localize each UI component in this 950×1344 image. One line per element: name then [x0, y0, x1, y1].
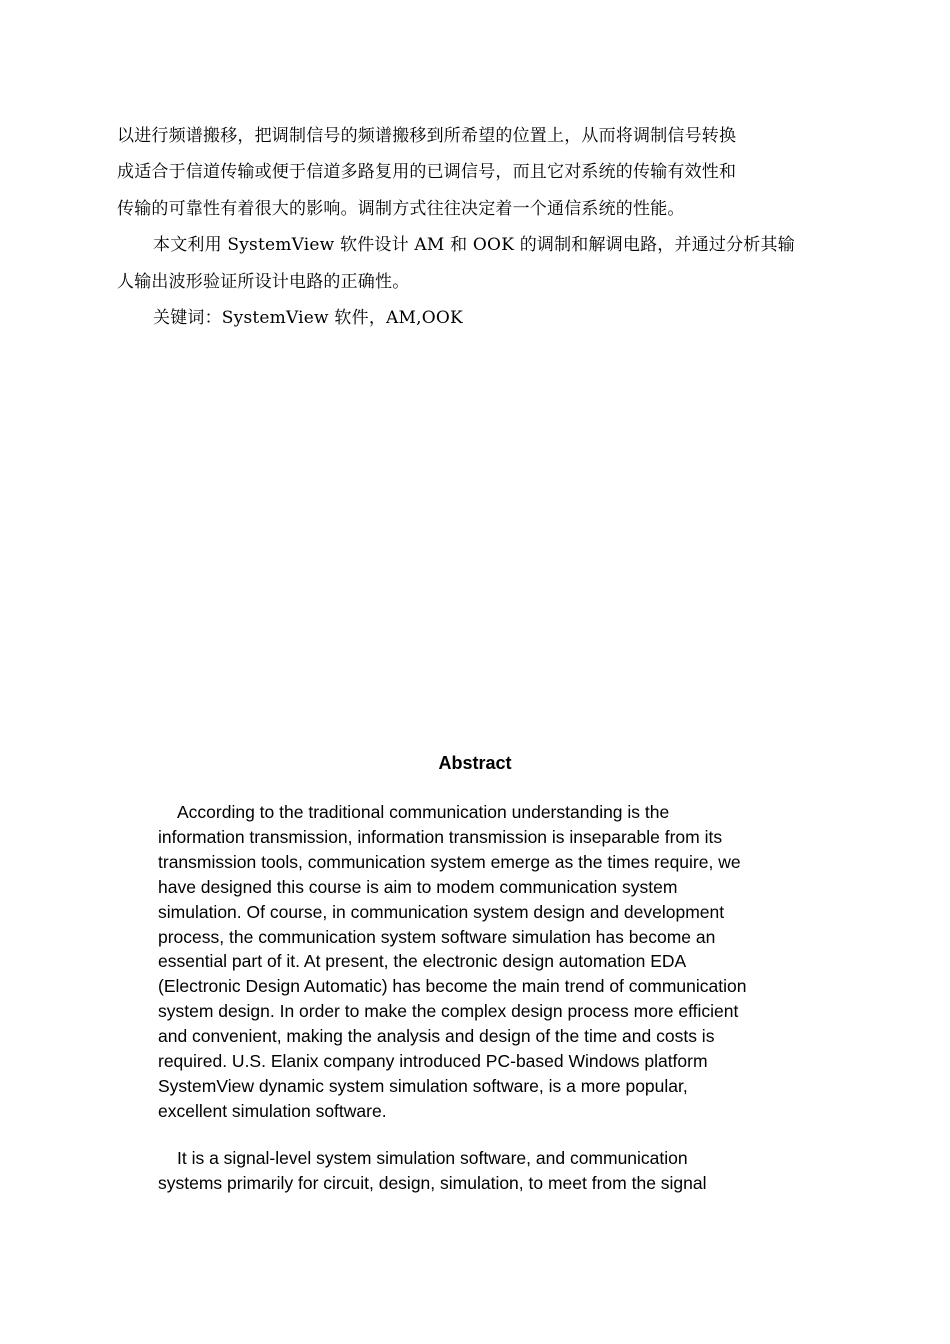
- abstract-paragraph-2: [158, 1146, 818, 1196]
- cn-p1-line-3: 传输的可靠性有着很大的影响。调制方式往往决定着一个通信系统的性能。: [117, 198, 685, 219]
- abstract-paragraph-1: [158, 800, 818, 1124]
- chinese-body: [117, 118, 817, 336]
- abstract-p1-line: According to the traditional communication understanding is the: [177, 802, 670, 822]
- abstract-p1-line: system design. In order to make the complex design process more efficient: [158, 1001, 739, 1022]
- abstract-p2-line: systems primarily for circuit, design, simulation, to meet from the signal: [158, 1172, 707, 1193]
- abstract-p1-line: essential part of it. At present, the electronic design automation EDA: [158, 951, 687, 972]
- cn-p1-line-1: 以进行频谱搬移，把调制信号的频谱搬移到所希望的位置上，从而将调制信号转换: [117, 126, 737, 146]
- abstract-p1-line: have designed this course is aim to modem communication system: [158, 876, 678, 897]
- abstract-p1-line: (Electronic Design Automatic) has become the main trend of communication: [158, 976, 747, 997]
- abstract-p1-line: and convenient, making the analysis and design of the time and costs is: [158, 1026, 715, 1047]
- abstract-p1-line: information transmission, information transmission is inseparable from its: [158, 826, 723, 847]
- abstract-p1-line: transmission tools, communication system emerge as the times require, we: [158, 851, 741, 872]
- abstract-p1-line: simulation. Of course, in communication system design and development: [158, 901, 725, 922]
- cn-p1-line-2: 成适合于信道传输或便于信道多路复用的已调信号，而且它对系统的传输有效性和: [117, 162, 737, 183]
- abstract-p2-line: It is a signal-level system simulation software, and communication: [177, 1148, 688, 1168]
- abstract-p1-line: process, the communication system software simulation has become an: [158, 926, 716, 947]
- keywords-line: 关键词：SystemView 软件，AM,OOK: [153, 308, 463, 329]
- cn-p2-line-1: 本文利用 SystemView 软件设计 AM 和 OOK 的调制和解调电路，并通过分析其输: [153, 235, 795, 256]
- abstract-p1-line: required. U.S. Elanix company introduced PC-based Windows platform: [158, 1051, 708, 1072]
- abstract-title: Abstract: [438, 753, 512, 773]
- cn-p2-line-2: 人输出波形验证所设计电路的正确性。: [117, 271, 410, 292]
- abstract-p1-line: excellent simulation software.: [158, 1100, 387, 1121]
- abstract-p1-line: SystemView dynamic system simulation software, is a more popular,: [158, 1075, 688, 1096]
